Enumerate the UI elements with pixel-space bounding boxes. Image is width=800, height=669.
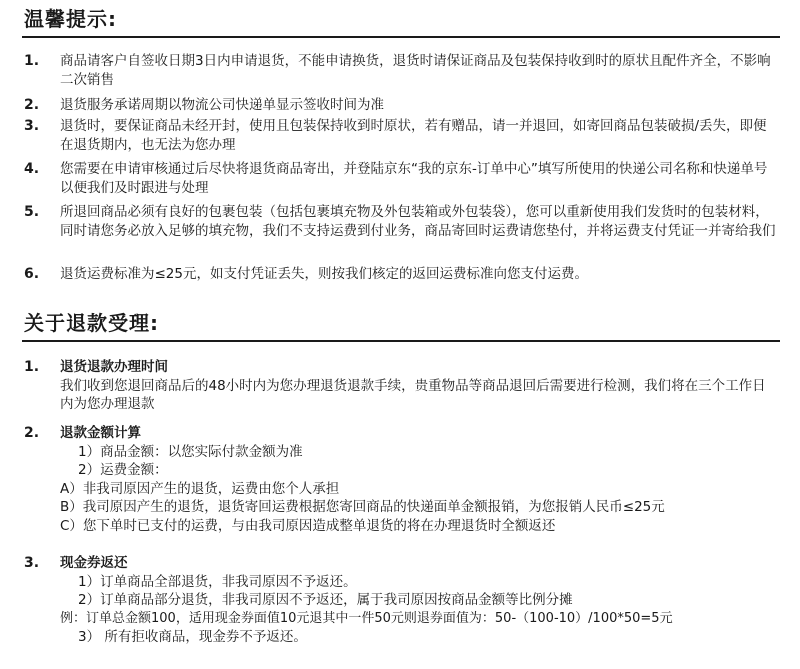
notice-item-6 (24, 265, 784, 284)
refund-item-example: 例：订单总金额100，适用现金券面值10元退其中一件50元则退券面值为：50-（100-10）/100*50=5元 (60, 610, 673, 626)
refund-item-text: 我们收到您退回商品后的48小时内为您办理退货退款手续，贵重物品等商品退回后需要进行检测，我们将在三个工作日内为您办理退款 (60, 377, 766, 412)
refund-item-line: 2）运费金额： (78, 462, 168, 478)
refund-item-1 (24, 358, 776, 414)
refund-title-underline (22, 340, 780, 342)
refund-item-line: A）非我司原因产生的退货，运费由您个人承担 (60, 480, 340, 497)
refund-item-2 (24, 424, 784, 535)
refund-item-line: B）我司原因产生的退货，退货寄回运费根据您寄回商品的快递面单金额报销，为您报销人民币≤25元 (60, 499, 665, 515)
refund-item-line: 2）订单商品部分退货，非我司原因不予返还，属于我司原因按商品金额等比例分摊 (78, 592, 573, 608)
refund-item-line: 1）订单商品全部退货，非我司原因不予返还。 (78, 573, 357, 590)
notice-item-number: 6. (24, 266, 40, 282)
notice-item-number: 5. (24, 204, 40, 220)
notice-item-number: 2. (24, 97, 40, 113)
notice-item-number: 4. (24, 161, 40, 177)
refund-item-line: C）您下单时已支付的运费，与由我司原因造成整单退货的将在办理退货时全额返还 (60, 517, 556, 534)
notice-item-text: 您需要在申请审核通过后尽快将退货商品寄出，并登陆京东“我的京东-订单中心”填写所使用的快递公司名称和快递单号以便我们及时跟进与处理 (60, 161, 768, 196)
notice-title-underline (22, 36, 780, 38)
notice-item-3 (24, 117, 776, 154)
refund-item-number: 1. (24, 359, 40, 375)
notice-item-2 (24, 96, 784, 115)
notice-item-text: 所退回商品必须有良好的包裹包装（包括包裹填充物及外包装箱或外包装袋），您可以重新使用我们发货时的包装材料，同时请您务必放入足够的填充物，我们不支持运费到付业务，商品寄回时运费请您垫付，并将运费支付凭证一并寄给我们 (60, 204, 776, 239)
refund-item-heading: 退货退款办理时间 (60, 359, 168, 375)
notice-item-4 (24, 160, 779, 197)
notice-item-1 (24, 52, 774, 89)
notice-item-text: 退货运费标准为≤25元，如支付凭证丢失，则按我们核定的返回运费标准向您支付运费。 (60, 266, 588, 282)
refund-title: 关于退款受理: (24, 311, 159, 335)
notice-title: 温馨提示: (24, 7, 117, 31)
notice-item-number: 1. (24, 53, 40, 69)
notice-item-number: 3. (24, 118, 40, 134)
notice-item-text: 商品请客户自签收日期3日内申请退货，不能申请换货，退货时请保证商品及包装保持收到时的原状且配件齐全，不影响二次销售 (60, 53, 771, 88)
refund-item-number: 2. (24, 425, 40, 441)
notice-item-text: 退货服务承诺周期以物流公司快递单显示签收时间为准 (60, 97, 384, 113)
refund-item-line: 3） 所有拒收商品，现金券不予返还。 (78, 629, 307, 645)
refund-item-number: 3. (24, 555, 40, 571)
refund-item-line: 1）商品金额：以您实际付款金额为准 (78, 443, 303, 460)
refund-item-heading: 退款金额计算 (60, 425, 141, 441)
notice-item-text: 退货时，要保证商品未经开封，使用且包装保持收到时原状，若有赠品，请一并退回，如寄回商品包装破损/丢失，即便在退货期内，也无法为您办理 (60, 118, 767, 153)
refund-item-heading: 现金券返还 (60, 555, 128, 571)
notice-item-5 (24, 203, 779, 240)
refund-item-3 (24, 554, 784, 647)
